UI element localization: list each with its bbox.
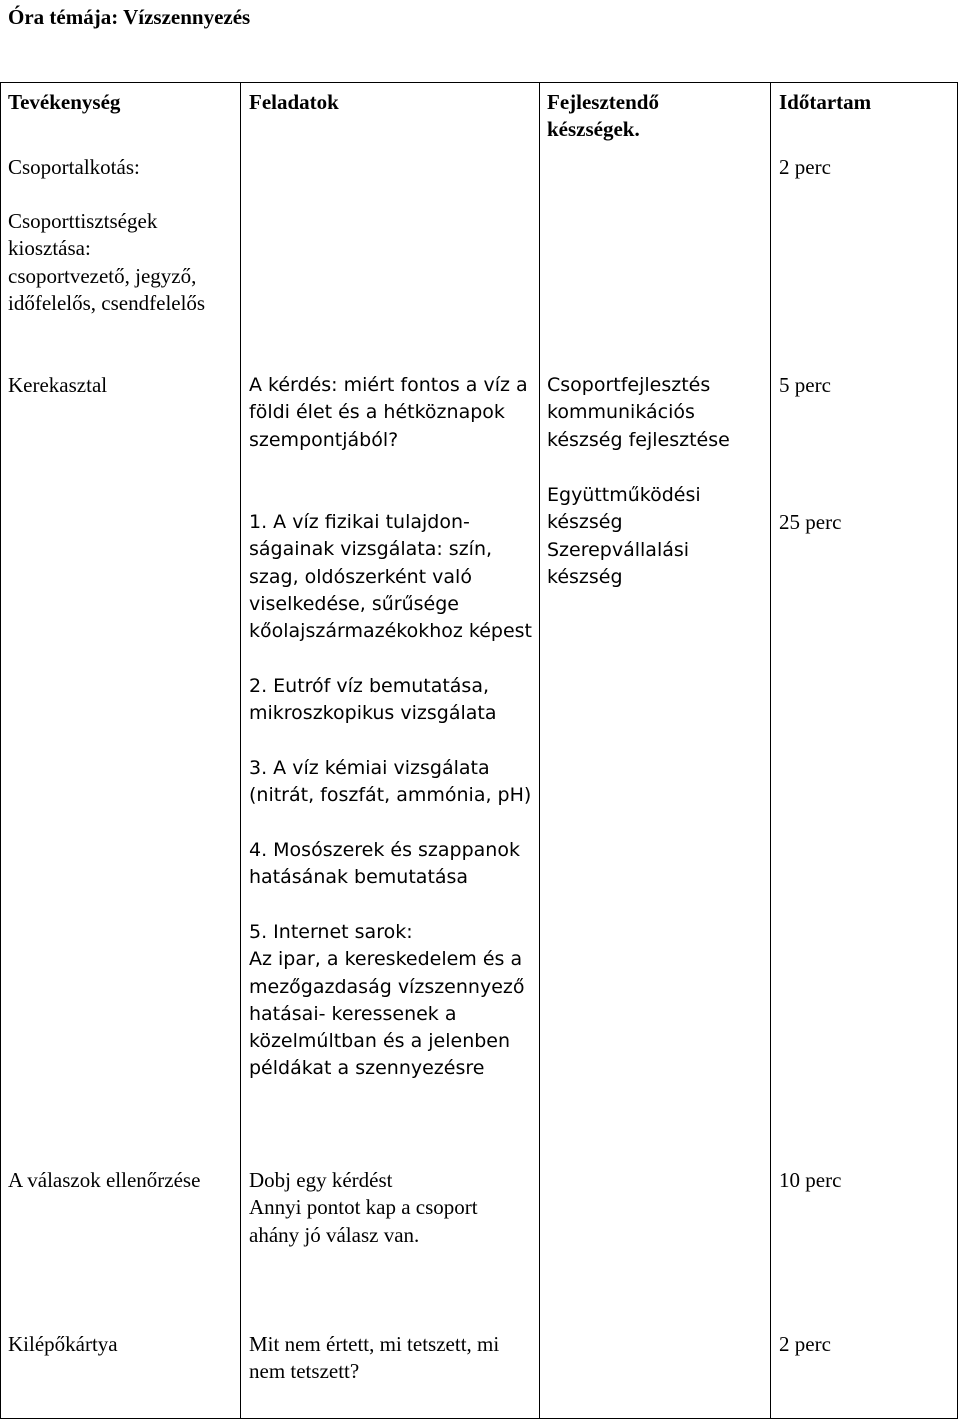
row4-activity: Kilépőkártya — [8, 1332, 118, 1356]
row2-activity: Kerekasztal — [8, 373, 108, 397]
row2-task-item-1: 1. A víz fizikai tulajdon- ságainak vizsgálata: szín, szag, oldószerként való viselkedése, sűrűsége kőolajszármazékokhoz képest — [249, 511, 533, 643]
row2-duration-b: 25 perc — [779, 510, 842, 534]
row2-duration-a: 5 perc — [779, 373, 831, 397]
row3-activity: A válaszok ellenőrzése — [8, 1168, 201, 1192]
row2-task-item-4: 4. Mosószerek és szappanok hatásának bemutatása — [249, 839, 520, 889]
header-skills: Fejlesztendő készségek. — [547, 90, 659, 142]
page-title: Óra témája: Vízszennyezés — [8, 5, 251, 29]
lesson-plan-table — [0, 82, 958, 1419]
table-top-border — [0, 82, 958, 83]
row2-task-item-5: 5. Internet sarok: Az ipar, a kereskedelem és a mezőgazdaság vízszennyező hatásai- keressenek a közelmúltban és a jelenben példákat a szennyezésre — [249, 921, 525, 1080]
row3-tasks: Dobj egy kérdést Annyi pontot kap a csoport ahány jó válasz van. — [249, 1168, 478, 1247]
header-tasks: Feladatok — [249, 90, 339, 114]
row1-activity-title: Csoportalkotás: — [8, 155, 140, 179]
table-border-right — [957, 82, 958, 1419]
row2-task-question: A kérdés: miért fontos a víz a földi élet és a hétköznapok szempontjából? — [249, 374, 528, 451]
header-duration: Időtartam — [779, 90, 872, 114]
row2-skills-a: Csoportfejlesztés kommunikációs készség fejlesztése — [547, 374, 730, 451]
column-divider-1 — [240, 82, 241, 1419]
column-divider-3 — [770, 82, 771, 1419]
row4-duration: 2 perc — [779, 1332, 831, 1356]
table-border-left — [0, 82, 1, 1419]
row2-task-item-3: 3. A víz kémiai vizsgálata (nitrát, foszfát, ammónia, pH) — [249, 757, 532, 807]
row1-activity-detail: Csoporttisztségek kiosztása: csoportvezető, jegyző, időfelelős, csendfelelős — [8, 209, 206, 315]
row2-skills-b: Együttműködési készség Szerepvállalási készség — [547, 484, 701, 588]
row1-duration: 2 perc — [779, 155, 831, 179]
column-divider-2 — [539, 82, 540, 1419]
row3-duration: 10 perc — [779, 1168, 842, 1192]
table-bottom-border — [0, 1418, 958, 1419]
row2-task-item-2: 2. Eutróf víz bemutatása, mikroszkopikus vizsgálata — [249, 675, 497, 725]
header-activity: Tevékenység — [8, 90, 121, 114]
row4-tasks: Mit nem értett, mi tetszett, mi nem tetszett? — [249, 1332, 500, 1384]
